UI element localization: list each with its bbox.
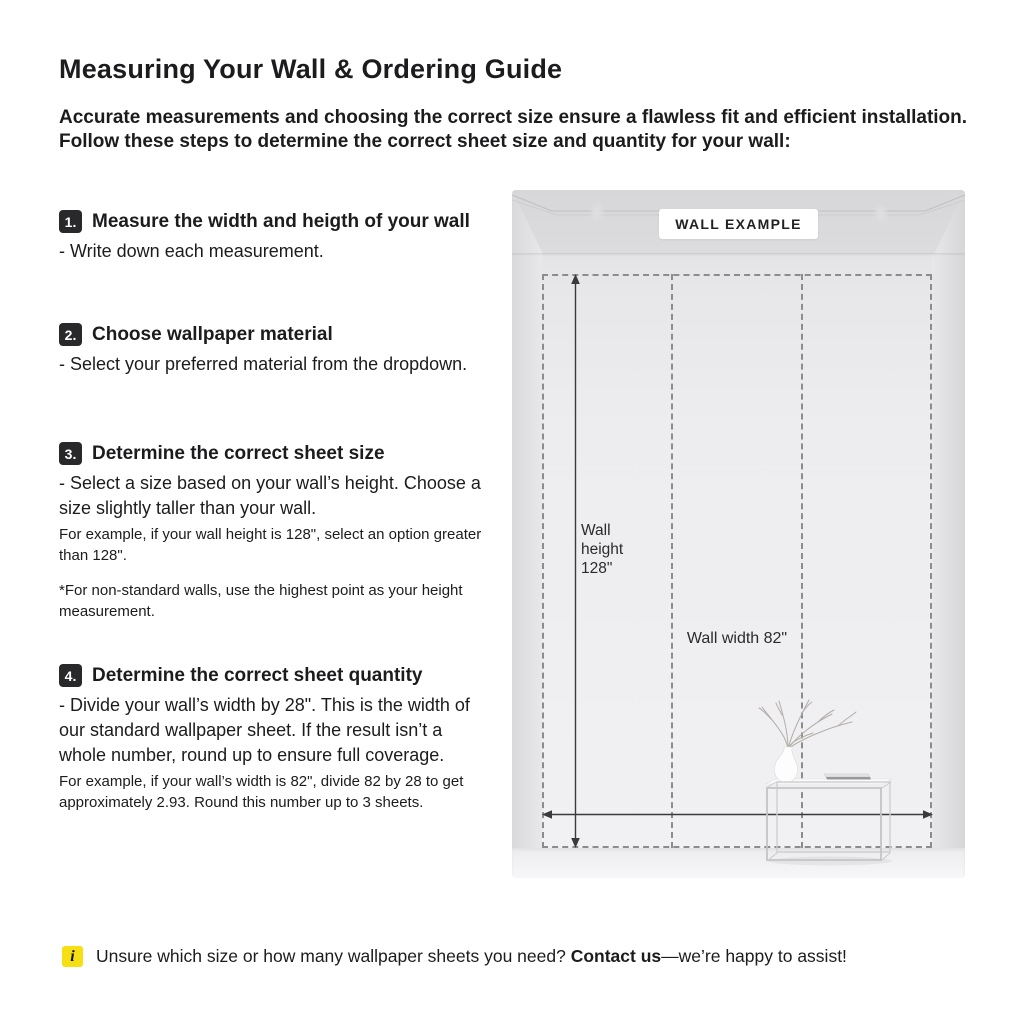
step-1-number-badge: 1. [59, 210, 82, 233]
intro-line-2: Follow these steps to determine the correct sheet size and quantity for your wall: [59, 131, 791, 152]
contact-us-link[interactable]: Contact us [570, 946, 662, 966]
step-3-heading: Determine the correct sheet size [92, 442, 385, 464]
intro-text [59, 106, 999, 154]
wall-width-label: Wall width 82" [686, 630, 788, 647]
step-4-body: - Divide your wall’s width by 28". This is the width of our standard wallpaper sheet. If the result isn’t a whole number, round up to ensure full coverage. [59, 695, 470, 765]
intro-line-1: Accurate measurements and choosing the correct size ensure a flawless fit and efficient installation. [59, 107, 968, 128]
footer-text-before: Unsure which size or how many wallpaper sheets you need? [96, 946, 571, 966]
step-2-number-badge: 2. [59, 323, 82, 346]
step-2-section [59, 323, 511, 377]
step-1-header [59, 210, 511, 233]
step-2-header [59, 323, 511, 346]
footer-help [62, 945, 847, 968]
step-4-number-badge: 4. [59, 664, 82, 687]
step-2-heading: Choose wallpaper material [92, 323, 333, 345]
page-title: Measuring Your Wall & Ordering Guide [59, 54, 563, 84]
step-4-heading: Determine the correct sheet quantity [92, 664, 423, 686]
step-3-example: For example, if your wall height is 128", select an option greater than 128". [59, 526, 482, 564]
side-table-illustration [752, 695, 892, 867]
step-1-heading: Measure the width and heigth of your wall [92, 210, 470, 232]
books-icon [824, 774, 871, 780]
step-4-section [59, 664, 511, 813]
step-1-section [59, 210, 511, 264]
step-3-body: - Select a size based on your wall’s height. Choose a size slightly taller than your wall. [59, 473, 481, 518]
wall-height-label: Wall height 128" [581, 522, 624, 577]
step-2-body: - Select your preferred material from the dropdown. [59, 354, 468, 374]
footer-text [96, 945, 847, 968]
footer-text-after: —we’re happy to assist! [661, 946, 847, 966]
step-3-header [59, 442, 511, 465]
measurement-arrows-icon [512, 190, 965, 878]
step-3-section [59, 442, 511, 622]
step-3-note: *For non-standard walls, use the highest point as your height measurement. [59, 582, 463, 620]
vase-icon [774, 747, 797, 782]
step-4-header [59, 664, 511, 687]
wall-example-label: WALL EXAMPLE [659, 209, 818, 239]
wall-example-image [512, 190, 965, 878]
step-3-number-badge: 3. [59, 442, 82, 465]
step-4-example: For example, if your wall’s width is 82", divide 82 by 28 to get approximately 2.93. Round this number up to 3 sheets. [59, 773, 464, 811]
step-1-body: - Write down each measurement. [59, 241, 324, 261]
info-icon: i [62, 946, 83, 967]
branches-icon [759, 700, 856, 749]
